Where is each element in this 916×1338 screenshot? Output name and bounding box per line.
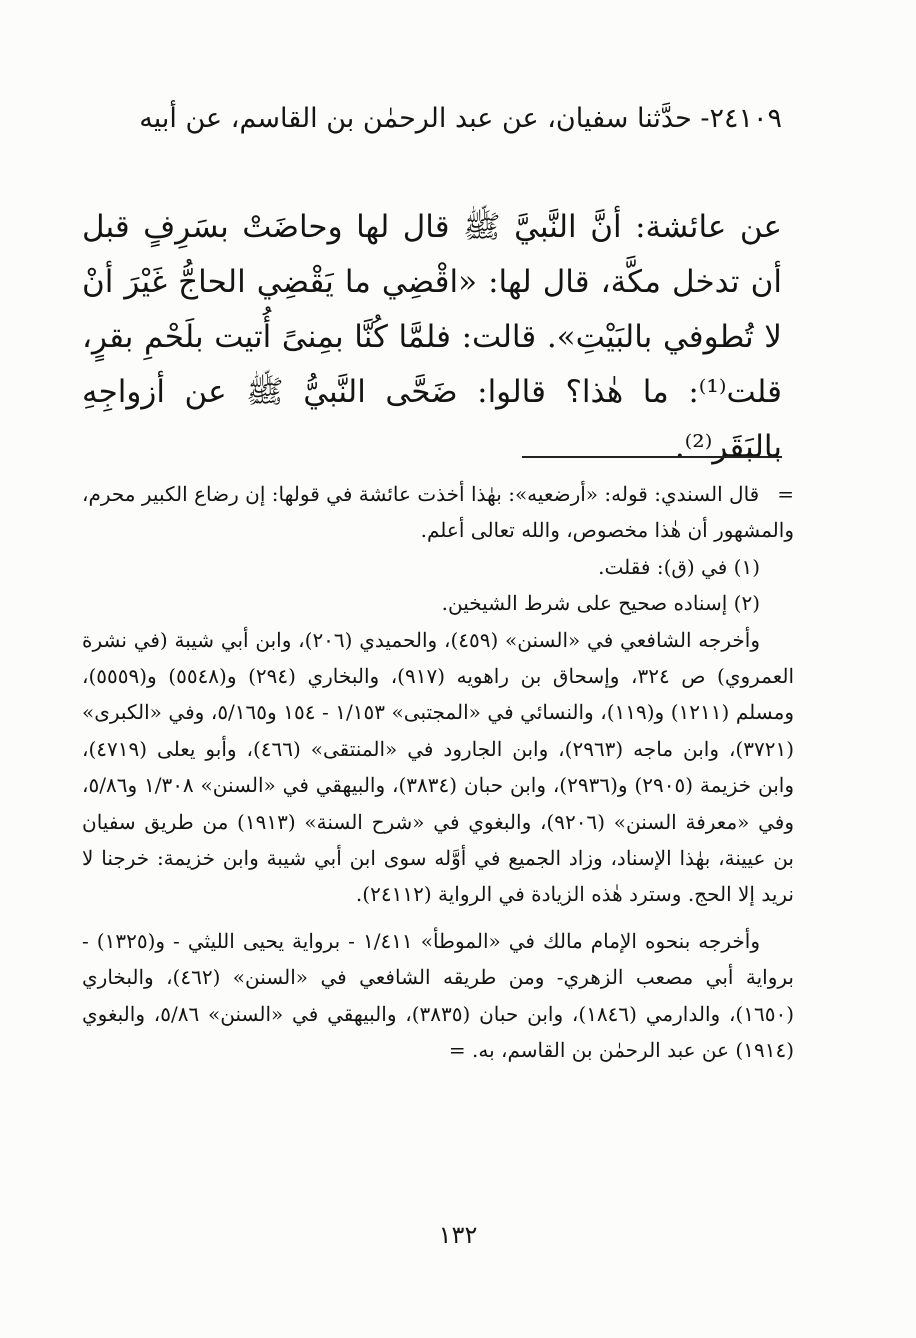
footnote-1: (١) في (ق): فقلت.: [598, 554, 760, 579]
continuation-text: قال السندي: قوله: «أرضعيه»: بهٰذا أخذت عائشة في قولها: إن رضاع الكبير محرم، والمشهور أن هٰذا مخصوص، والله تعالى أعلم.: [82, 482, 794, 543]
footnote-continuation: [82, 476, 794, 549]
hadith-number: ٢٤١٠٩-: [700, 103, 782, 134]
hadith-matn: عن عائشة: أنَّ النَّبيَّ ﷺ قال لها وحاضَتْ بسَرِفٍ قبل أن تدخل مكَّة، قال لها: «اقْضِي ما يَقْضِي الحاجُّ غَيْرَ أنْ لا تُطوفي بالبَيْتِ». قالت: فلمَّا كُنَّا بمِنىً أُتيت بلَحْمِ بقرٍ، قلت⁽¹⁾: ما هٰذا؟ قالوا: ضَحَّى النَّبيُّ ﷺ عن أزواجِهِ بالبَقَر⁽²⁾.: [82, 209, 782, 465]
takhrij-paragraph-1: وأخرجه الشافعي في «السنن» (٤٥٩)، والحميدي (٢٠٦)، وابن أبي شيبة (في نشرة العمروي) ص ٣٢٤، وإسحاق بن راهويه (٩١٧)، والبخاري (٢٩٤) و(٥٥٤٨) و(٥٥٥٩)، ومسلم (١٢١١) و(١١٩)، والنسائي في «المجتبى» ١/١٥٣ - ١٥٤ و٥/١٦٥، وفي «الكبرى» (٣٧٢١)، وابن ماجه (٢٩٦٣)، وابن الجارود في «المنتقى» (٤٦٦)، وأبو يعلى (٤٧١٩)، وابن خزيمة (٢٩٠٥) و(٢٩٣٦)، وابن حبان (٣٨٣٤)، والبيهقي في «السنن» ١/٣٠٨ و٥/٨٦، وفي «معرفة السنن» (٩٢٠٦)، والبغوي في «شرح السنة» (١٩١٣) من طريق سفيان بن عيينة، بهٰذا الإسناد، وزاد الجميع في أوَّله سوى ابن أبي شيبة وابن خزيمة: خرجنا لا نريد إلا الحج. وسترد هٰذه الزيادة في الرواية (٢٤١١٢).: [82, 627, 795, 907]
continuation-mark: =: [777, 482, 794, 506]
end-continuation-mark: =: [448, 1038, 466, 1063]
takhrij-paragraph-2: [82, 923, 794, 1069]
hadith-isnad: حدَّثنا سفيان، عن عبد الرحمٰن بن القاسم، عن أبيه: [139, 103, 692, 134]
footnotes: [82, 476, 794, 1069]
takhrij-2-text: وأخرجه بنحوه الإمام مالك في «الموطأ» ١/٤١١ - برواية يحيى الليثي - و(١٣٢٥) - برواية أبي مصعب الزهري- ومن طريقه الشافعي في «السنن» (٤٦٢)، والبخاري (١٦٥٠)، والدارمي (١٨٤٦)، وابن حبان (٣٨٣٥)، والبيهقي في «السنن» ٥/٨٦، والبغوي (١٩١٤) عن عبد الرحمٰن بن القاسم، به.: [82, 928, 795, 1063]
footnote-divider: [522, 456, 782, 458]
footnote-2: (٢) إسناده صحيح على شرط الشيخين.: [441, 591, 760, 616]
page-number: ١٣٢: [438, 1221, 478, 1249]
hadith-heading: [82, 96, 782, 142]
